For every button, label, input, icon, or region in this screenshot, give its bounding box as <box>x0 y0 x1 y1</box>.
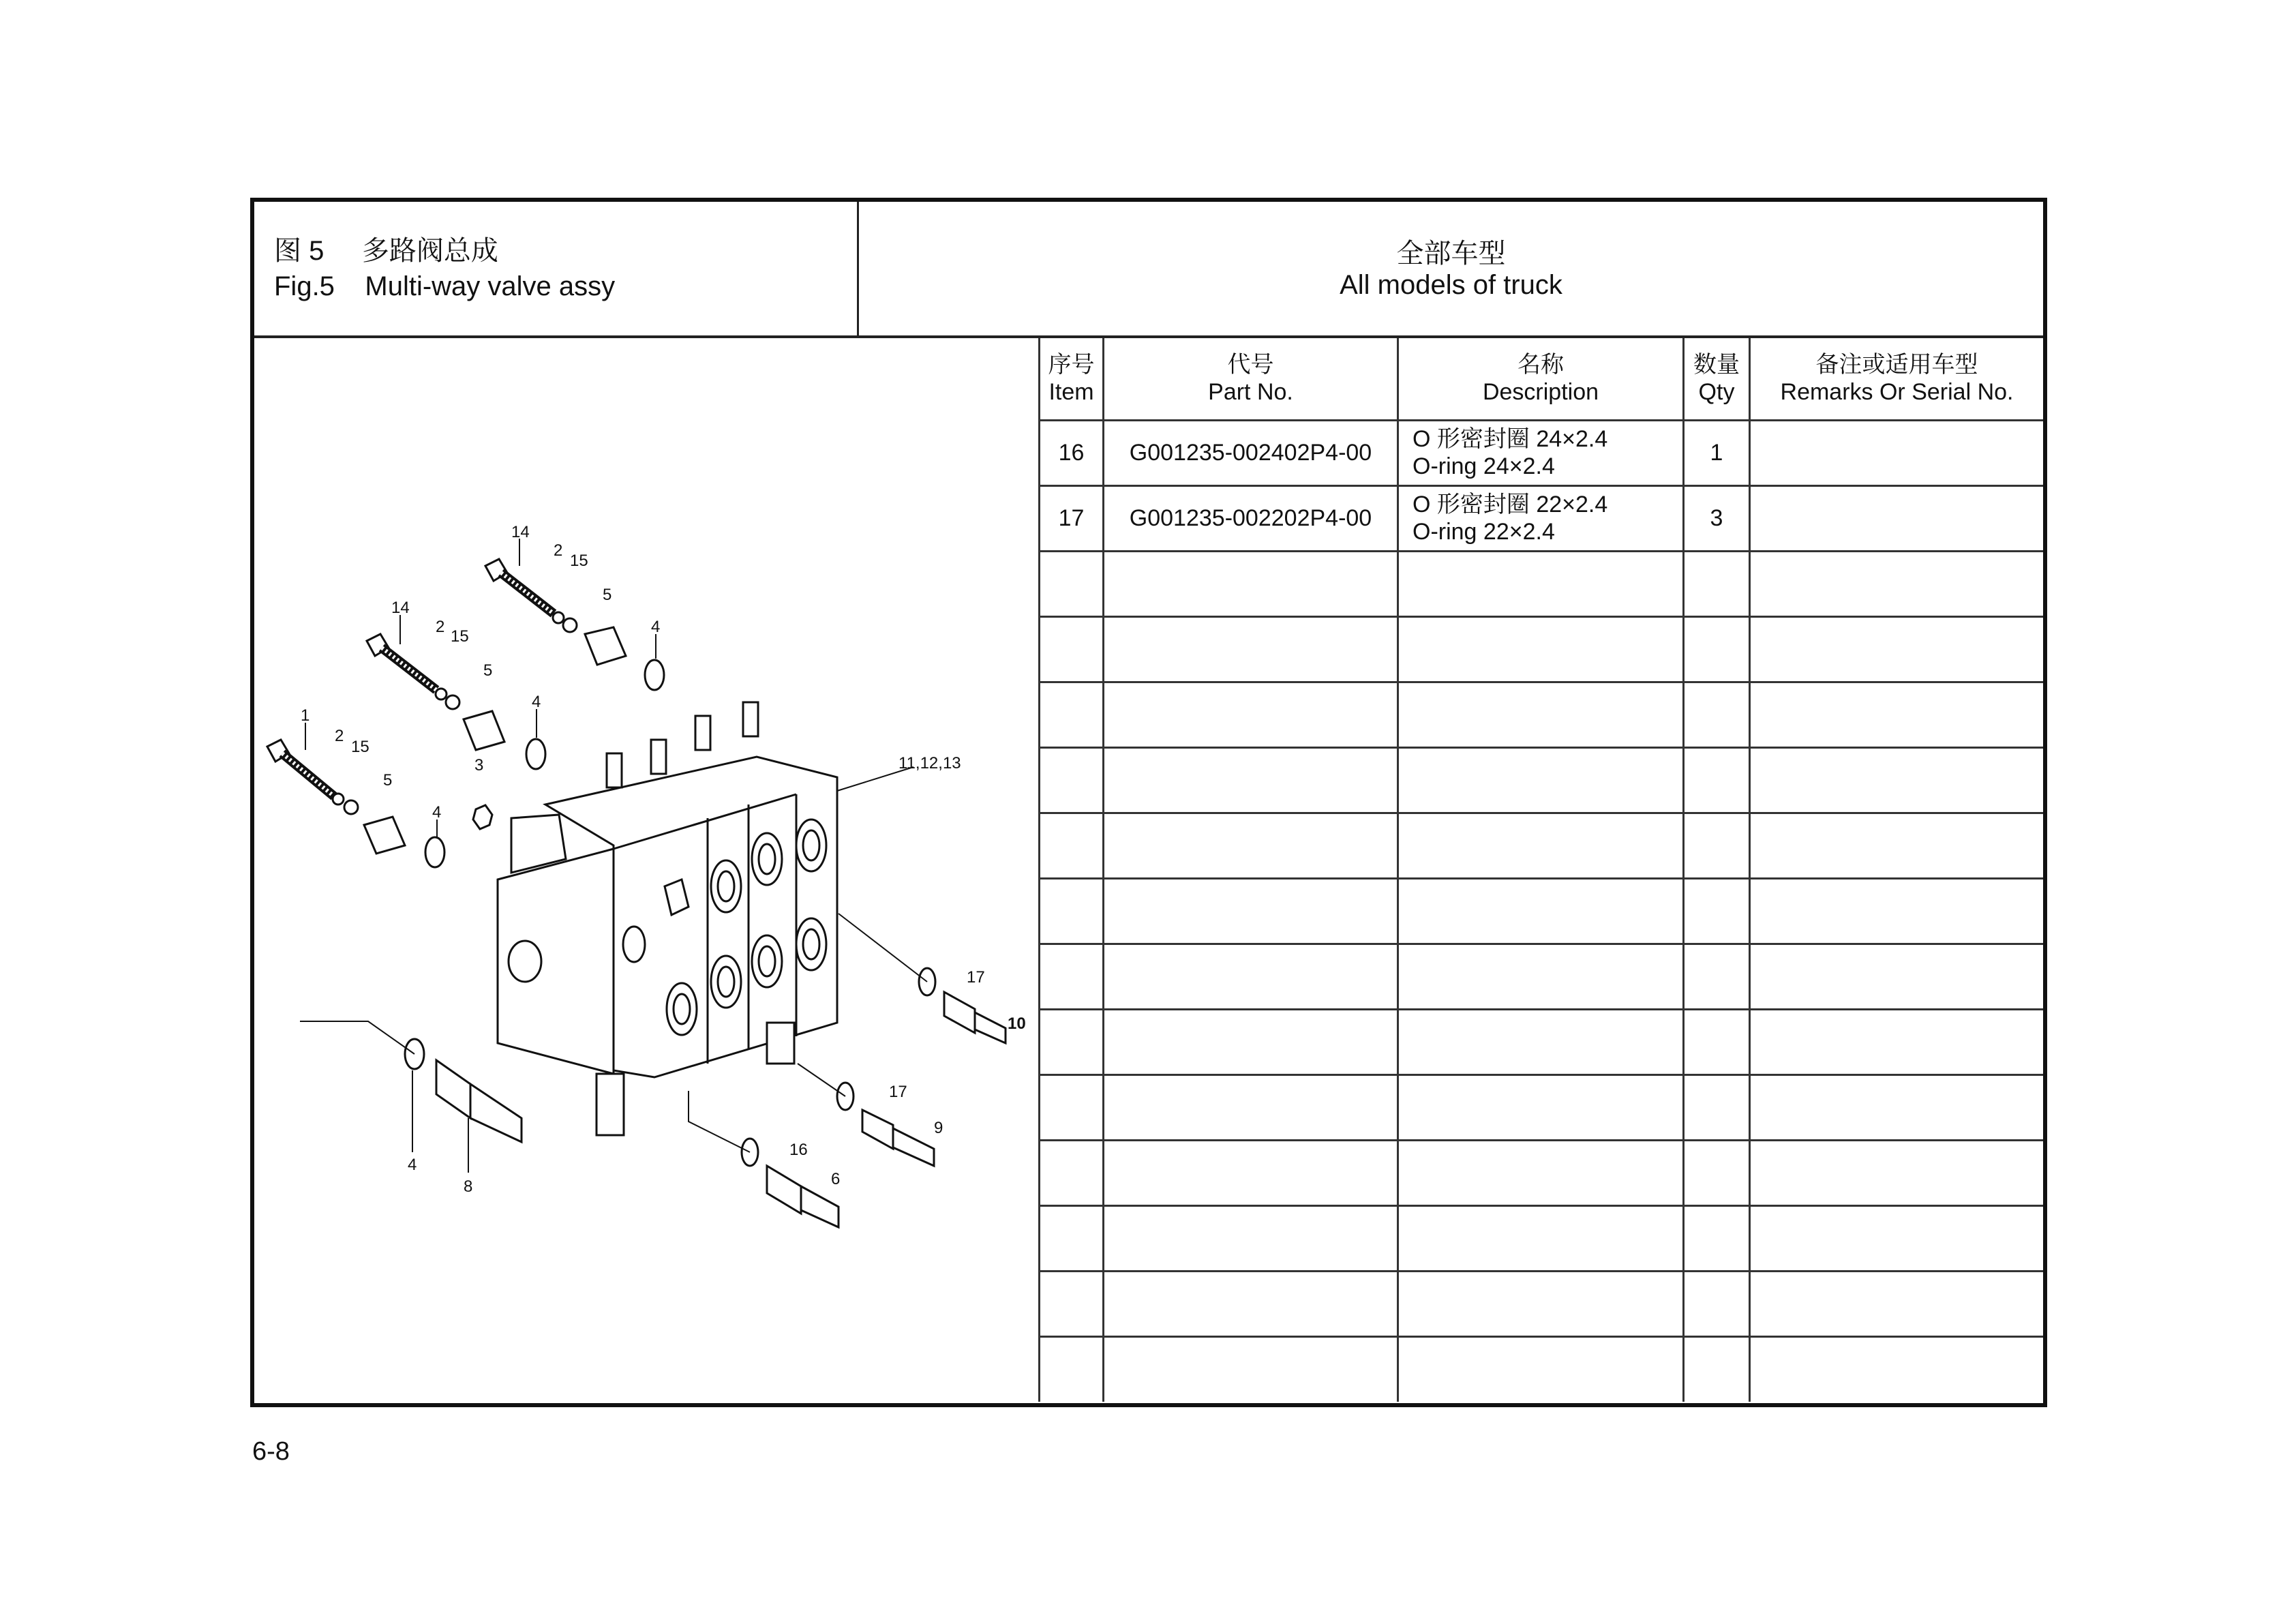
remarks-cell <box>1750 551 2044 616</box>
figure-title-cell <box>254 202 859 338</box>
parts-table <box>1038 338 2043 1402</box>
part-no-cell <box>1104 1336 1398 1402</box>
remarks-cell <box>1750 944 2044 1009</box>
qty-cell <box>1684 551 1750 616</box>
description-cell <box>1398 747 1684 813</box>
item-cell <box>1040 616 1104 682</box>
parts-sheet-frame <box>250 198 2047 1407</box>
item-cell <box>1040 1271 1104 1336</box>
remarks-cell <box>1750 616 2044 682</box>
table-row <box>1040 420 2044 485</box>
item-cell <box>1040 1336 1104 1402</box>
description-en: O-ring 24×2.4 <box>1413 453 1555 479</box>
part-no-cell <box>1104 1074 1398 1140</box>
callout-label: 17 <box>889 1083 907 1101</box>
empty-table-row <box>1040 1336 2044 1402</box>
callout-label: 2 <box>335 727 344 745</box>
empty-table-row <box>1040 1009 2044 1074</box>
callout-label: 4 <box>651 618 661 636</box>
empty-table-row <box>1040 682 2044 747</box>
description-cell <box>1398 1009 1684 1074</box>
callout-label: 9 <box>934 1119 943 1137</box>
qty-cell: 3 <box>1684 485 1750 551</box>
part-no-cell <box>1104 616 1398 682</box>
part-no-cell <box>1104 944 1398 1009</box>
callout-label: 2 <box>436 618 445 636</box>
callout-label: 16 <box>789 1141 808 1159</box>
callout-label: 11,12,13 <box>898 754 961 772</box>
remarks-cell <box>1750 485 2044 551</box>
empty-table-row <box>1040 747 2044 813</box>
figure-title-en: Fig.5 Multi-way valve assy <box>274 271 616 301</box>
empty-table-row <box>1040 813 2044 878</box>
remarks-cell <box>1750 1074 2044 1140</box>
qty-cell <box>1684 1009 1750 1074</box>
remarks-cell <box>1750 1336 2044 1402</box>
callout-label: 5 <box>383 771 393 790</box>
callout-label: 4 <box>532 693 541 711</box>
description-en: O-ring 22×2.4 <box>1413 519 1555 545</box>
part-no-cell <box>1104 1271 1398 1336</box>
col-header-description: 名称 Description <box>1398 338 1684 420</box>
qty-cell <box>1684 1336 1750 1402</box>
applicable-models-cell <box>859 202 2043 338</box>
description-cn: O 形密封圈 24×2.4 <box>1413 426 1608 452</box>
empty-table-row <box>1040 1205 2044 1271</box>
description-cell <box>1398 616 1684 682</box>
callout-label: 4 <box>432 803 442 822</box>
col-header-qty: 数量 Qty <box>1684 338 1750 420</box>
description-cell <box>1398 813 1684 878</box>
remarks-cell <box>1750 1271 2044 1336</box>
remarks-cell <box>1750 747 2044 813</box>
remarks-cell <box>1750 1205 2044 1271</box>
callout-label: 1 <box>301 706 310 725</box>
part-no-cell <box>1104 1205 1398 1271</box>
item-cell <box>1040 551 1104 616</box>
qty-cell <box>1684 1074 1750 1140</box>
item-cell <box>1040 1205 1104 1271</box>
part-no-cell: G001235-002402P4-00 <box>1104 420 1398 485</box>
models-en: All models of truck <box>1340 270 1562 300</box>
description-cn: O 形密封圈 22×2.4 <box>1413 492 1608 517</box>
qty-cell <box>1684 944 1750 1009</box>
qty-cell <box>1684 1205 1750 1271</box>
remarks-cell <box>1750 420 2044 485</box>
table-header-row <box>1040 338 2044 420</box>
description-cell <box>1398 420 1684 485</box>
item-cell <box>1040 1140 1104 1205</box>
part-no-cell <box>1104 878 1398 944</box>
callout-label: 3 <box>474 756 484 775</box>
models-cn: 全部车型 <box>1396 239 1506 269</box>
figure-title-cn: 图 5 多路阀总成 <box>274 236 498 266</box>
callout-label: 14 <box>511 523 530 541</box>
part-no-cell <box>1104 813 1398 878</box>
part-no-cell <box>1104 551 1398 616</box>
table-row <box>1040 485 2044 551</box>
description-cell <box>1398 878 1684 944</box>
item-cell <box>1040 944 1104 1009</box>
remarks-cell <box>1750 682 2044 747</box>
col-header-item: 序号 Item <box>1040 338 1104 420</box>
callout-label: 15 <box>351 738 369 756</box>
description-cell <box>1398 944 1684 1009</box>
item-cell <box>1040 747 1104 813</box>
callout-label: 6 <box>831 1170 841 1188</box>
item-cell <box>1040 813 1104 878</box>
item-cell <box>1040 1074 1104 1140</box>
qty-cell <box>1684 682 1750 747</box>
part-no-cell <box>1104 1009 1398 1074</box>
empty-table-row <box>1040 1140 2044 1205</box>
description-cell <box>1398 1140 1684 1205</box>
callout-label: 15 <box>451 627 469 646</box>
remarks-cell <box>1750 1140 2044 1205</box>
page-number: 6-8 <box>252 1437 290 1466</box>
remarks-cell <box>1750 813 2044 878</box>
col-header-part-no: 代号 Part No. <box>1104 338 1398 420</box>
callout-label: 4 <box>408 1156 417 1174</box>
description-cell <box>1398 682 1684 747</box>
empty-table-row <box>1040 1074 2044 1140</box>
qty-cell <box>1684 616 1750 682</box>
description-cell <box>1398 1205 1684 1271</box>
empty-table-row <box>1040 944 2044 1009</box>
part-no-cell <box>1104 682 1398 747</box>
item-cell <box>1040 878 1104 944</box>
callout-label: 10 <box>1008 1014 1026 1033</box>
part-no-cell: G001235-002202P4-00 <box>1104 485 1398 551</box>
description-cell <box>1398 485 1684 551</box>
callout-label: 14 <box>391 599 410 617</box>
part-no-cell <box>1104 1140 1398 1205</box>
qty-cell <box>1684 1271 1750 1336</box>
callout-label: 17 <box>967 968 985 987</box>
empty-table-row <box>1040 551 2044 616</box>
col-header-remarks: 备注或适用车型 Remarks Or Serial No. <box>1750 338 2044 420</box>
callout-label: 2 <box>554 541 563 560</box>
empty-table-row <box>1040 1271 2044 1336</box>
callout-label: 8 <box>464 1177 473 1196</box>
empty-table-row <box>1040 616 2044 682</box>
qty-cell <box>1684 878 1750 944</box>
description-cell <box>1398 551 1684 616</box>
part-no-cell <box>1104 747 1398 813</box>
remarks-cell <box>1750 878 2044 944</box>
empty-table-row <box>1040 878 2044 944</box>
callout-label: 5 <box>483 661 493 680</box>
item-cell: 17 <box>1040 485 1104 551</box>
callout-label: 15 <box>570 552 588 570</box>
callout-label: 5 <box>603 586 612 604</box>
qty-cell: 1 <box>1684 420 1750 485</box>
description-cell <box>1398 1271 1684 1336</box>
item-cell <box>1040 682 1104 747</box>
description-cell <box>1398 1336 1684 1402</box>
item-cell <box>1040 1009 1104 1074</box>
qty-cell <box>1684 747 1750 813</box>
qty-cell <box>1684 1140 1750 1205</box>
qty-cell <box>1684 813 1750 878</box>
description-cell <box>1398 1074 1684 1140</box>
remarks-cell <box>1750 1009 2044 1074</box>
item-cell: 16 <box>1040 420 1104 485</box>
